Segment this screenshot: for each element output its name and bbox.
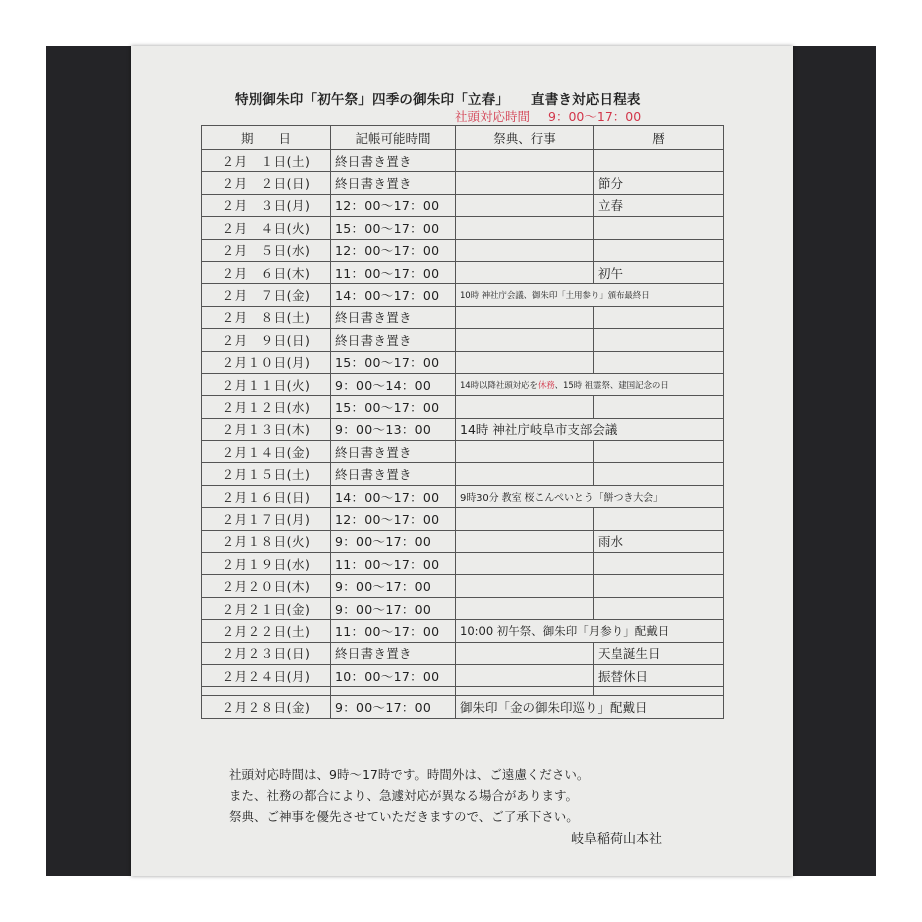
document-title <box>235 88 641 108</box>
row-date: ２月 ５日(水) <box>202 239 331 261</box>
shrine-hours-label: 社頭対応時間 <box>455 109 531 124</box>
row-date: ２月 ９日(日) <box>202 329 331 351</box>
row-event <box>456 217 594 239</box>
schedule-table <box>201 125 724 719</box>
row-time: 9：00～17：00 <box>331 575 456 597</box>
row-time: 15：00～17：00 <box>331 396 456 418</box>
table-row <box>202 553 724 575</box>
row-event <box>456 329 594 351</box>
title-sub: 直書き対応日程表 <box>531 92 641 108</box>
row-date: ２月１３日(木) <box>202 418 331 440</box>
row-reki: 振替休日 <box>594 664 724 686</box>
row-date: ２月２３日(日) <box>202 642 331 664</box>
table-row <box>202 194 724 216</box>
row-date: ２月 ４日(火) <box>202 217 331 239</box>
row-time: 14：00～17：00 <box>331 485 456 507</box>
row-date: ２月１９日(水) <box>202 553 331 575</box>
row-reki <box>594 239 724 261</box>
row-event <box>456 575 594 597</box>
row-event: 御朱印「金の御朱印巡り」配戴日 <box>456 696 724 718</box>
closed-notice: 休務 <box>537 380 555 391</box>
note-line: また、社務の都合により、急遽対応が異なる場合があります。 <box>229 788 579 803</box>
row-date: ２月２０日(木) <box>202 575 331 597</box>
header-reki: 暦 <box>594 126 724 150</box>
table-row <box>202 329 724 351</box>
row-time: 終日書き置き <box>331 642 456 664</box>
row-event <box>456 508 594 530</box>
row-event <box>456 261 594 283</box>
row-reki <box>594 217 724 239</box>
row-reki <box>594 329 724 351</box>
row-time: 9：00～17：00 <box>331 696 456 718</box>
row-event <box>456 463 594 485</box>
row-date: ２月１５日(土) <box>202 463 331 485</box>
table-row <box>202 620 724 642</box>
row-date: ２月２２日(土) <box>202 620 331 642</box>
row-time: 終日書き置き <box>331 441 456 463</box>
row-event <box>456 664 594 686</box>
schedule-sheet <box>131 46 793 876</box>
row-time: 9：00～14：00 <box>331 373 456 395</box>
row-reki: 初午 <box>594 261 724 283</box>
row-time: 9：00～17：00 <box>331 530 456 552</box>
row-time: 12：00～17：00 <box>331 194 456 216</box>
row-reki <box>594 575 724 597</box>
row-time: 14：00～17：00 <box>331 284 456 306</box>
row-time: 12：00～17：00 <box>331 239 456 261</box>
row-event <box>456 351 594 373</box>
shrine-hours <box>455 107 641 125</box>
row-reki <box>594 463 724 485</box>
row-date: ２月１４日(金) <box>202 441 331 463</box>
row-event <box>456 194 594 216</box>
row-time: 終日書き置き <box>331 463 456 485</box>
row-date: ２月 ３日(月) <box>202 194 331 216</box>
event-text: 14時以降社頭対応を <box>460 380 538 391</box>
title-main: 特別御朱印「初午祭」四季の御朱印「立春」 <box>235 92 509 108</box>
table-row-blank <box>202 687 724 696</box>
header-time: 記帳可能時間 <box>331 126 456 150</box>
row-date: ２月１７日(月) <box>202 508 331 530</box>
table-row <box>202 463 724 485</box>
row-reki: 天皇誕生日 <box>594 642 724 664</box>
table-row <box>202 642 724 664</box>
row-reki <box>594 508 724 530</box>
table-row <box>202 284 724 306</box>
table-row <box>202 485 724 507</box>
event-text: 、15時 祖霊祭、建国記念の日 <box>554 380 669 391</box>
row-date: ２月２１日(金) <box>202 597 331 619</box>
table-row <box>202 696 724 718</box>
row-date: ２月 ６日(木) <box>202 261 331 283</box>
table-row <box>202 508 724 530</box>
row-event <box>456 150 594 172</box>
row-date: ２月１２日(水) <box>202 396 331 418</box>
row-date: ２月 ７日(金) <box>202 284 331 306</box>
row-event <box>456 597 594 619</box>
header-event: 祭典、行事 <box>456 126 594 150</box>
row-time: 終日書き置き <box>331 150 456 172</box>
row-event <box>456 642 594 664</box>
table-row <box>202 597 724 619</box>
row-time: 9：00～17：00 <box>331 597 456 619</box>
row-date: ２月 １日(土) <box>202 150 331 172</box>
row-date: ２月２４日(月) <box>202 664 331 686</box>
row-time: 10：00～17：00 <box>331 664 456 686</box>
row-reki: 立春 <box>594 194 724 216</box>
row-date: ２月 ２日(日) <box>202 172 331 194</box>
row-time: 15：00～17：00 <box>331 351 456 373</box>
table-row <box>202 150 724 172</box>
note-line: 祭典、ご神事を優先させていただきますので、ご了承下さい。 <box>229 809 579 824</box>
table-row <box>202 217 724 239</box>
row-date: ２月１０日(月) <box>202 351 331 373</box>
row-reki <box>594 441 724 463</box>
organization-name: 岐阜稲荷山本社 <box>571 832 663 847</box>
row-reki <box>594 306 724 328</box>
row-time: 11：00～17：00 <box>331 261 456 283</box>
row-event: 14時 神社庁岐阜市支部会議 <box>456 418 724 440</box>
row-event <box>456 553 594 575</box>
row-time: 15：00～17：00 <box>331 217 456 239</box>
row-time: 11：00～17：00 <box>331 620 456 642</box>
table-row <box>202 261 724 283</box>
table-row <box>202 530 724 552</box>
row-reki <box>594 150 724 172</box>
row-reki <box>594 553 724 575</box>
row-event <box>456 306 594 328</box>
row-event: 9時30分 教室 桜こんぺいとう「餅つき大会」 <box>456 485 724 507</box>
row-time: 12：00～17：00 <box>331 508 456 530</box>
note-line: 社頭対応時間は、9時～17時です。時間外は、ご遠慮ください。 <box>229 767 590 782</box>
row-time: 終日書き置き <box>331 306 456 328</box>
row-reki: 節分 <box>594 172 724 194</box>
row-date: ２月１１日(火) <box>202 373 331 395</box>
row-date: ２月２８日(金) <box>202 696 331 718</box>
row-time: 9：00～13：00 <box>331 418 456 440</box>
table-row <box>202 418 724 440</box>
row-reki <box>594 396 724 418</box>
row-time: 終日書き置き <box>331 172 456 194</box>
table-row <box>202 575 724 597</box>
row-date: ２月１６日(日) <box>202 485 331 507</box>
notes <box>229 764 589 827</box>
row-reki <box>594 351 724 373</box>
row-event <box>456 530 594 552</box>
table-header-row <box>202 126 724 150</box>
table-row <box>202 351 724 373</box>
row-reki: 雨水 <box>594 530 724 552</box>
table-row <box>202 239 724 261</box>
header-date: 期 日 <box>202 126 331 150</box>
row-time: 11：00～17：00 <box>331 553 456 575</box>
row-date: ２月１８日(火) <box>202 530 331 552</box>
row-reki <box>594 597 724 619</box>
row-event <box>456 396 594 418</box>
row-event <box>456 441 594 463</box>
row-time: 終日書き置き <box>331 329 456 351</box>
row-event <box>456 172 594 194</box>
table-row <box>202 172 724 194</box>
table-row <box>202 664 724 686</box>
table-row <box>202 306 724 328</box>
row-date: ２月 ８日(土) <box>202 306 331 328</box>
row-event: 10:00 初午祭、御朱印「月参り」配戴日 <box>456 620 724 642</box>
table-row <box>202 373 724 395</box>
table-row <box>202 396 724 418</box>
row-event <box>456 373 724 395</box>
table-row <box>202 441 724 463</box>
shrine-hours-value: 9：00～17：00 <box>548 109 642 124</box>
row-event <box>456 239 594 261</box>
row-event: 10時 神社庁会議、御朱印「土用参り」頒布最終日 <box>456 284 724 306</box>
